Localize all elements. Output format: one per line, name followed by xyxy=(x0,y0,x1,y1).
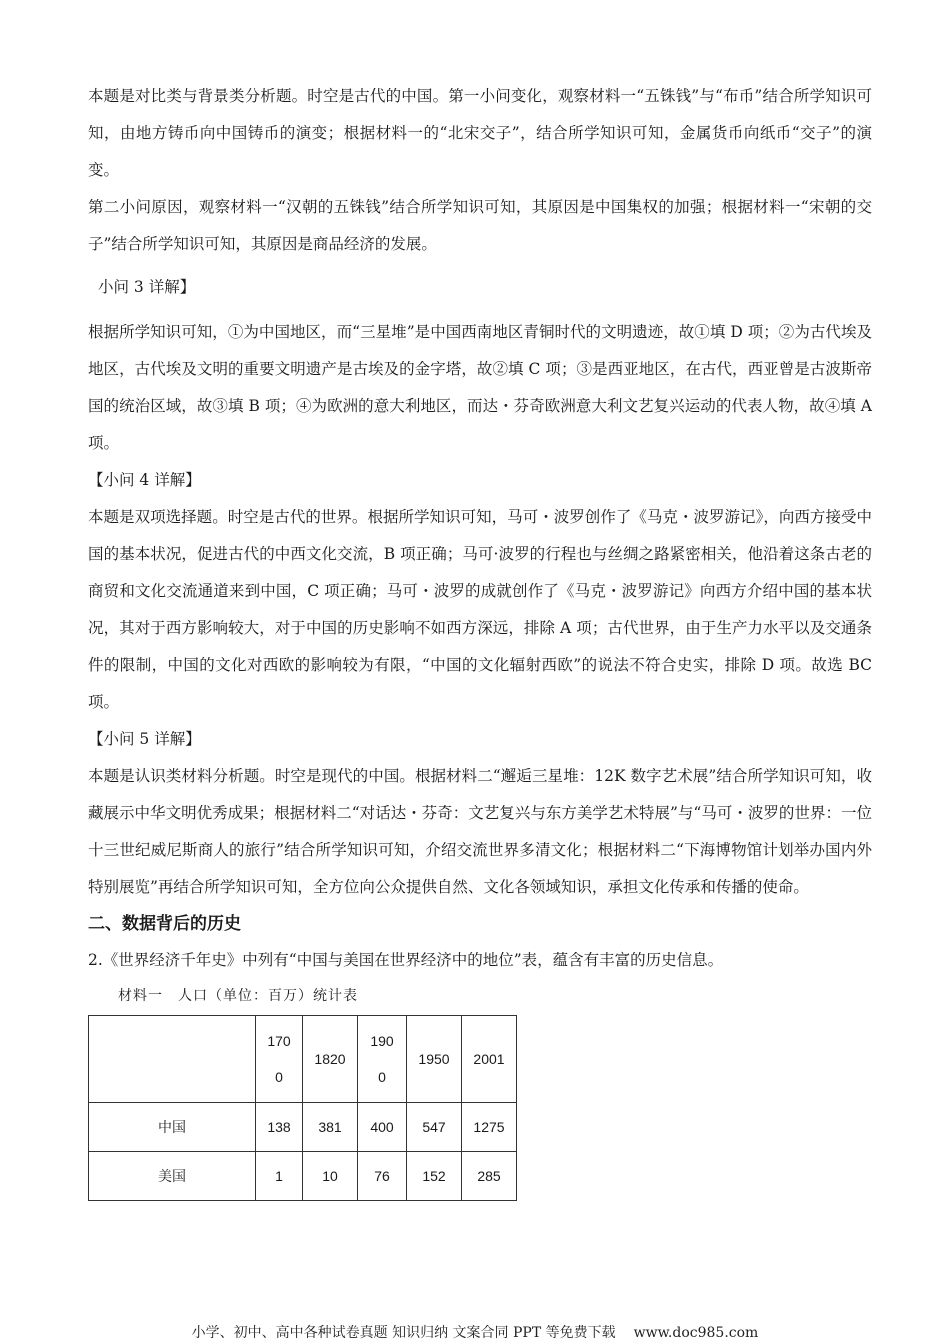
answer-paragraph-2: 第二小问原因，观察材料一“汉朝的五铢钱”结合所学知识可知，其原因是中国集权的加强；根据材料一“宋朝的交子”结合所学知识可知，其原因是商品经济的发展。 xyxy=(88,198,872,253)
document-body xyxy=(88,78,872,1201)
table-cell: 1275 xyxy=(462,1103,517,1152)
table-row xyxy=(89,1152,517,1201)
table-cell: 76 xyxy=(358,1152,407,1201)
q3-explanation: 根据所学知识可知，①为中国地区，而“三星堆”是中国西南地区青铜时代的文明遗迹，故①填 D 项；②为古代埃及地区，古代埃及文明的重要文明遗产是古埃及的金字塔，故②填 C 项；③是西亚地区，在古代，西亚曾是古波斯帝国的统治区域，故③填 B 项；④为欧洲的意大利地区，而达・芬奇欧洲意大利文艺复兴运动的代表人物，故④填 A 项。 xyxy=(88,323,872,452)
row-label-china: 中国 xyxy=(89,1103,256,1152)
table-cell: 152 xyxy=(407,1152,462,1201)
table-cell: 138 xyxy=(256,1103,303,1152)
q4-heading: 【小问 4 详解】 xyxy=(88,471,201,489)
table-cell: 1 xyxy=(256,1152,303,1201)
material-caption: 材料一 人口（单位：百万）统计表 xyxy=(118,988,358,1004)
table-cell: 381 xyxy=(303,1103,358,1152)
page-footer xyxy=(0,1322,950,1342)
table-header-cell xyxy=(407,1016,462,1103)
q4-explanation: 本题是双项选择题。时空是古代的世界。根据所学知识可知，马可・波罗创作了《马克・波罗游记》，向西方接受中国的基本状况，促进古代的中西文化交流，B 项正确；马可·波罗的行程也与丝绸之路紧密相关，他沿着这条古老的商贸和文化交流通道来到中国，C 项正确；马可・波罗的成就创作了《马克・波罗游记》向西方介绍中国的基本状况，其对于西方影响较大，对于中国的历史影响不如西方深远，排除 A 项；古代世界，由于生产力水平以及交通条件的限制，中国的文化对西欧的影响较为有限，“中国的文化辐射西欧”的说法不符合史实，排除 D 项。故选 BC 项。 xyxy=(88,508,872,711)
answer-paragraph-1: 本题是对比类与背景类分析题。时空是古代的中国。第一小问变化，观察材料一“五铢钱”与“布币”结合所学知识可知，由地方铸币向中国铸币的演变；根据材料一的“北宋交子”，结合所学知识可知，金属货币向纸币“交子”的演变。 xyxy=(88,87,872,179)
table-header-cell xyxy=(256,1016,303,1103)
row-label-usa: 美国 xyxy=(89,1152,256,1201)
table-header-cell xyxy=(358,1016,407,1103)
q3-heading: 小问 3 详解】 xyxy=(98,278,196,296)
q5-explanation: 本题是认识类材料分析题。时空是现代的中国。根据材料二“邂逅三星堆：12K 数字艺术展”结合所学知识可知，收藏展示中华文明优秀成果；根据材料二“对话达・芬奇：文艺复兴与东方美学艺术特展”与“马可・波罗的世界：一位十三世纪威尼斯商人的旅行”结合所学知识可知，介绍交流世界多清文化；根据材料二“下海博物馆计划举办国内外特别展览”再结合所学知识可知，全方位向公众提供自然、文化各领域知识，承担文化传承和传播的使命。 xyxy=(88,767,872,896)
section-title: 二、数据背后的历史 xyxy=(88,914,241,934)
year-label: 1820 xyxy=(314,1051,346,1067)
table-corner-cell xyxy=(89,1016,256,1103)
year-label: 1900 xyxy=(370,1033,394,1085)
table-header-cell xyxy=(462,1016,517,1103)
year-label: 1700 xyxy=(267,1033,291,1085)
table-header-cell xyxy=(303,1016,358,1103)
table-row xyxy=(89,1103,517,1152)
table-cell: 10 xyxy=(303,1152,358,1201)
population-table xyxy=(88,1015,517,1201)
table-cell: 547 xyxy=(407,1103,462,1152)
footer-text: 小学、初中、高中各种试卷真题 知识归纳 文案合同 PPT 等免费下载 xyxy=(191,1325,616,1341)
table-cell: 400 xyxy=(358,1103,407,1152)
year-label: 2001 xyxy=(473,1051,505,1067)
year-label: 1950 xyxy=(418,1051,450,1067)
table-header-row xyxy=(89,1016,517,1103)
table-cell: 285 xyxy=(462,1152,517,1201)
q5-heading: 【小问 5 详解】 xyxy=(88,730,201,748)
question-2-text: 2.《世界经济千年史》中列有“中国与美国在世界经济中的地位”表，蕴含有丰富的历史信息。 xyxy=(88,951,724,969)
footer-url[interactable]: www.doc985.com xyxy=(633,1325,759,1341)
